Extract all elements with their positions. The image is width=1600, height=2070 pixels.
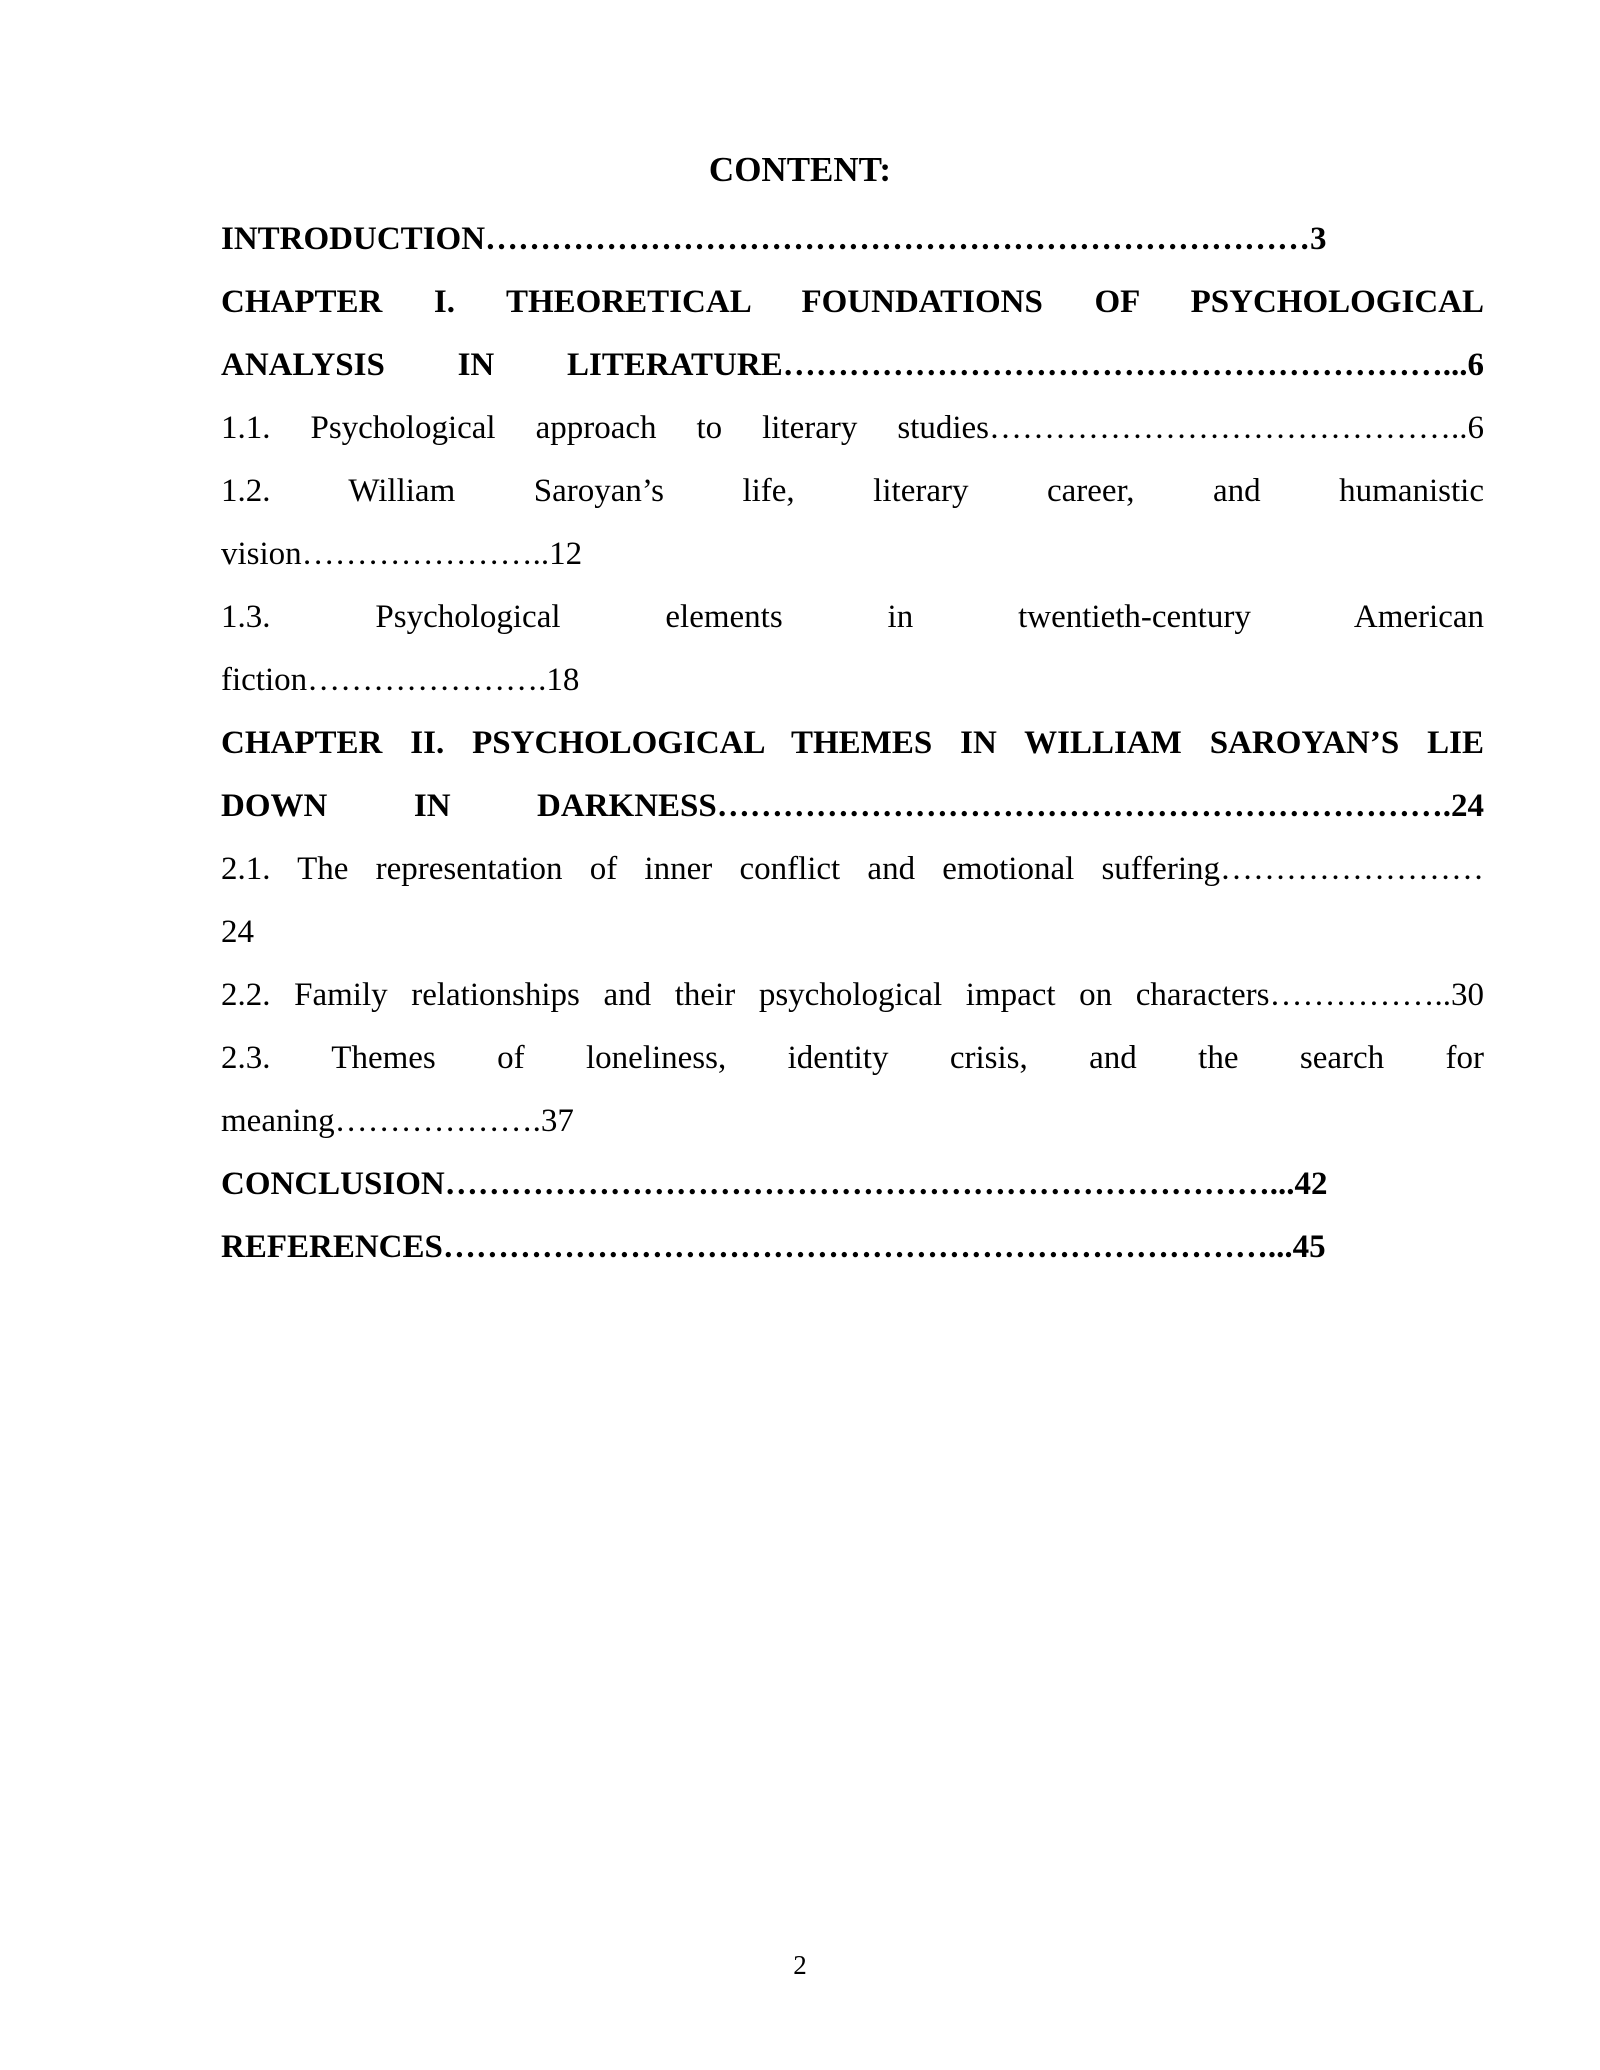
toc-entry-2-3-line-2: meaning……………….37 [221,1103,574,1139]
toc-entry-2-1-line-1: 2.1. The representation of inner conflict and emotional suffering…………………… [221,851,1484,887]
toc-entry-1-3-line-2: fiction………………….18 [221,662,580,698]
page-title: CONTENT: [708,150,892,189]
toc-entry-conclusion: CONCLUSION…………………………………………………………………...42 [221,1166,1328,1202]
toc-entry-2-2: 2.2. Family relationships and their psychological impact on characters……………..30 [221,977,1484,1013]
toc-entry-chapter-2-line-1: CHAPTER II. PSYCHOLOGICAL THEMES IN WILLIAM SAROYAN’S LIE [221,725,1484,761]
toc-entry-2-1-line-2: 24 [221,914,254,950]
toc-entry-2-3-line-1: 2.3. Themes of loneliness, identity crisis, and the search for [221,1040,1484,1076]
toc-entry-chapter-1-line-2: ANALYSIS IN LITERATURE……………………………………………………...6 [221,347,1484,383]
page-number: 2 [793,1950,807,1980]
toc-entry-chapter-1-line-1: CHAPTER I. THEORETICAL FOUNDATIONS OF PSYCHOLOGICAL [221,284,1484,320]
toc-entry-1-1: 1.1. Psychological approach to literary studies……………………………………..6 [221,410,1484,446]
toc-entry-references: REFERENCES…………………………………………………………………...45 [221,1229,1326,1265]
toc-entry-1-3-line-1: 1.3. Psychological elements in twentieth-century American [221,599,1484,635]
table-of-contents [221,208,1484,1279]
toc-entry-chapter-2-line-2: DOWN IN DARKNESS………………………………………………………….24 [221,788,1484,824]
toc-entry-1-2-line-1: 1.2. William Saroyan’s life, literary career, and humanistic [221,473,1484,509]
toc-entry-introduction: INTRODUCTION…………………………………………………………………3 [221,221,1327,257]
toc-entry-1-2-line-2: vision…………………..12 [221,536,583,572]
